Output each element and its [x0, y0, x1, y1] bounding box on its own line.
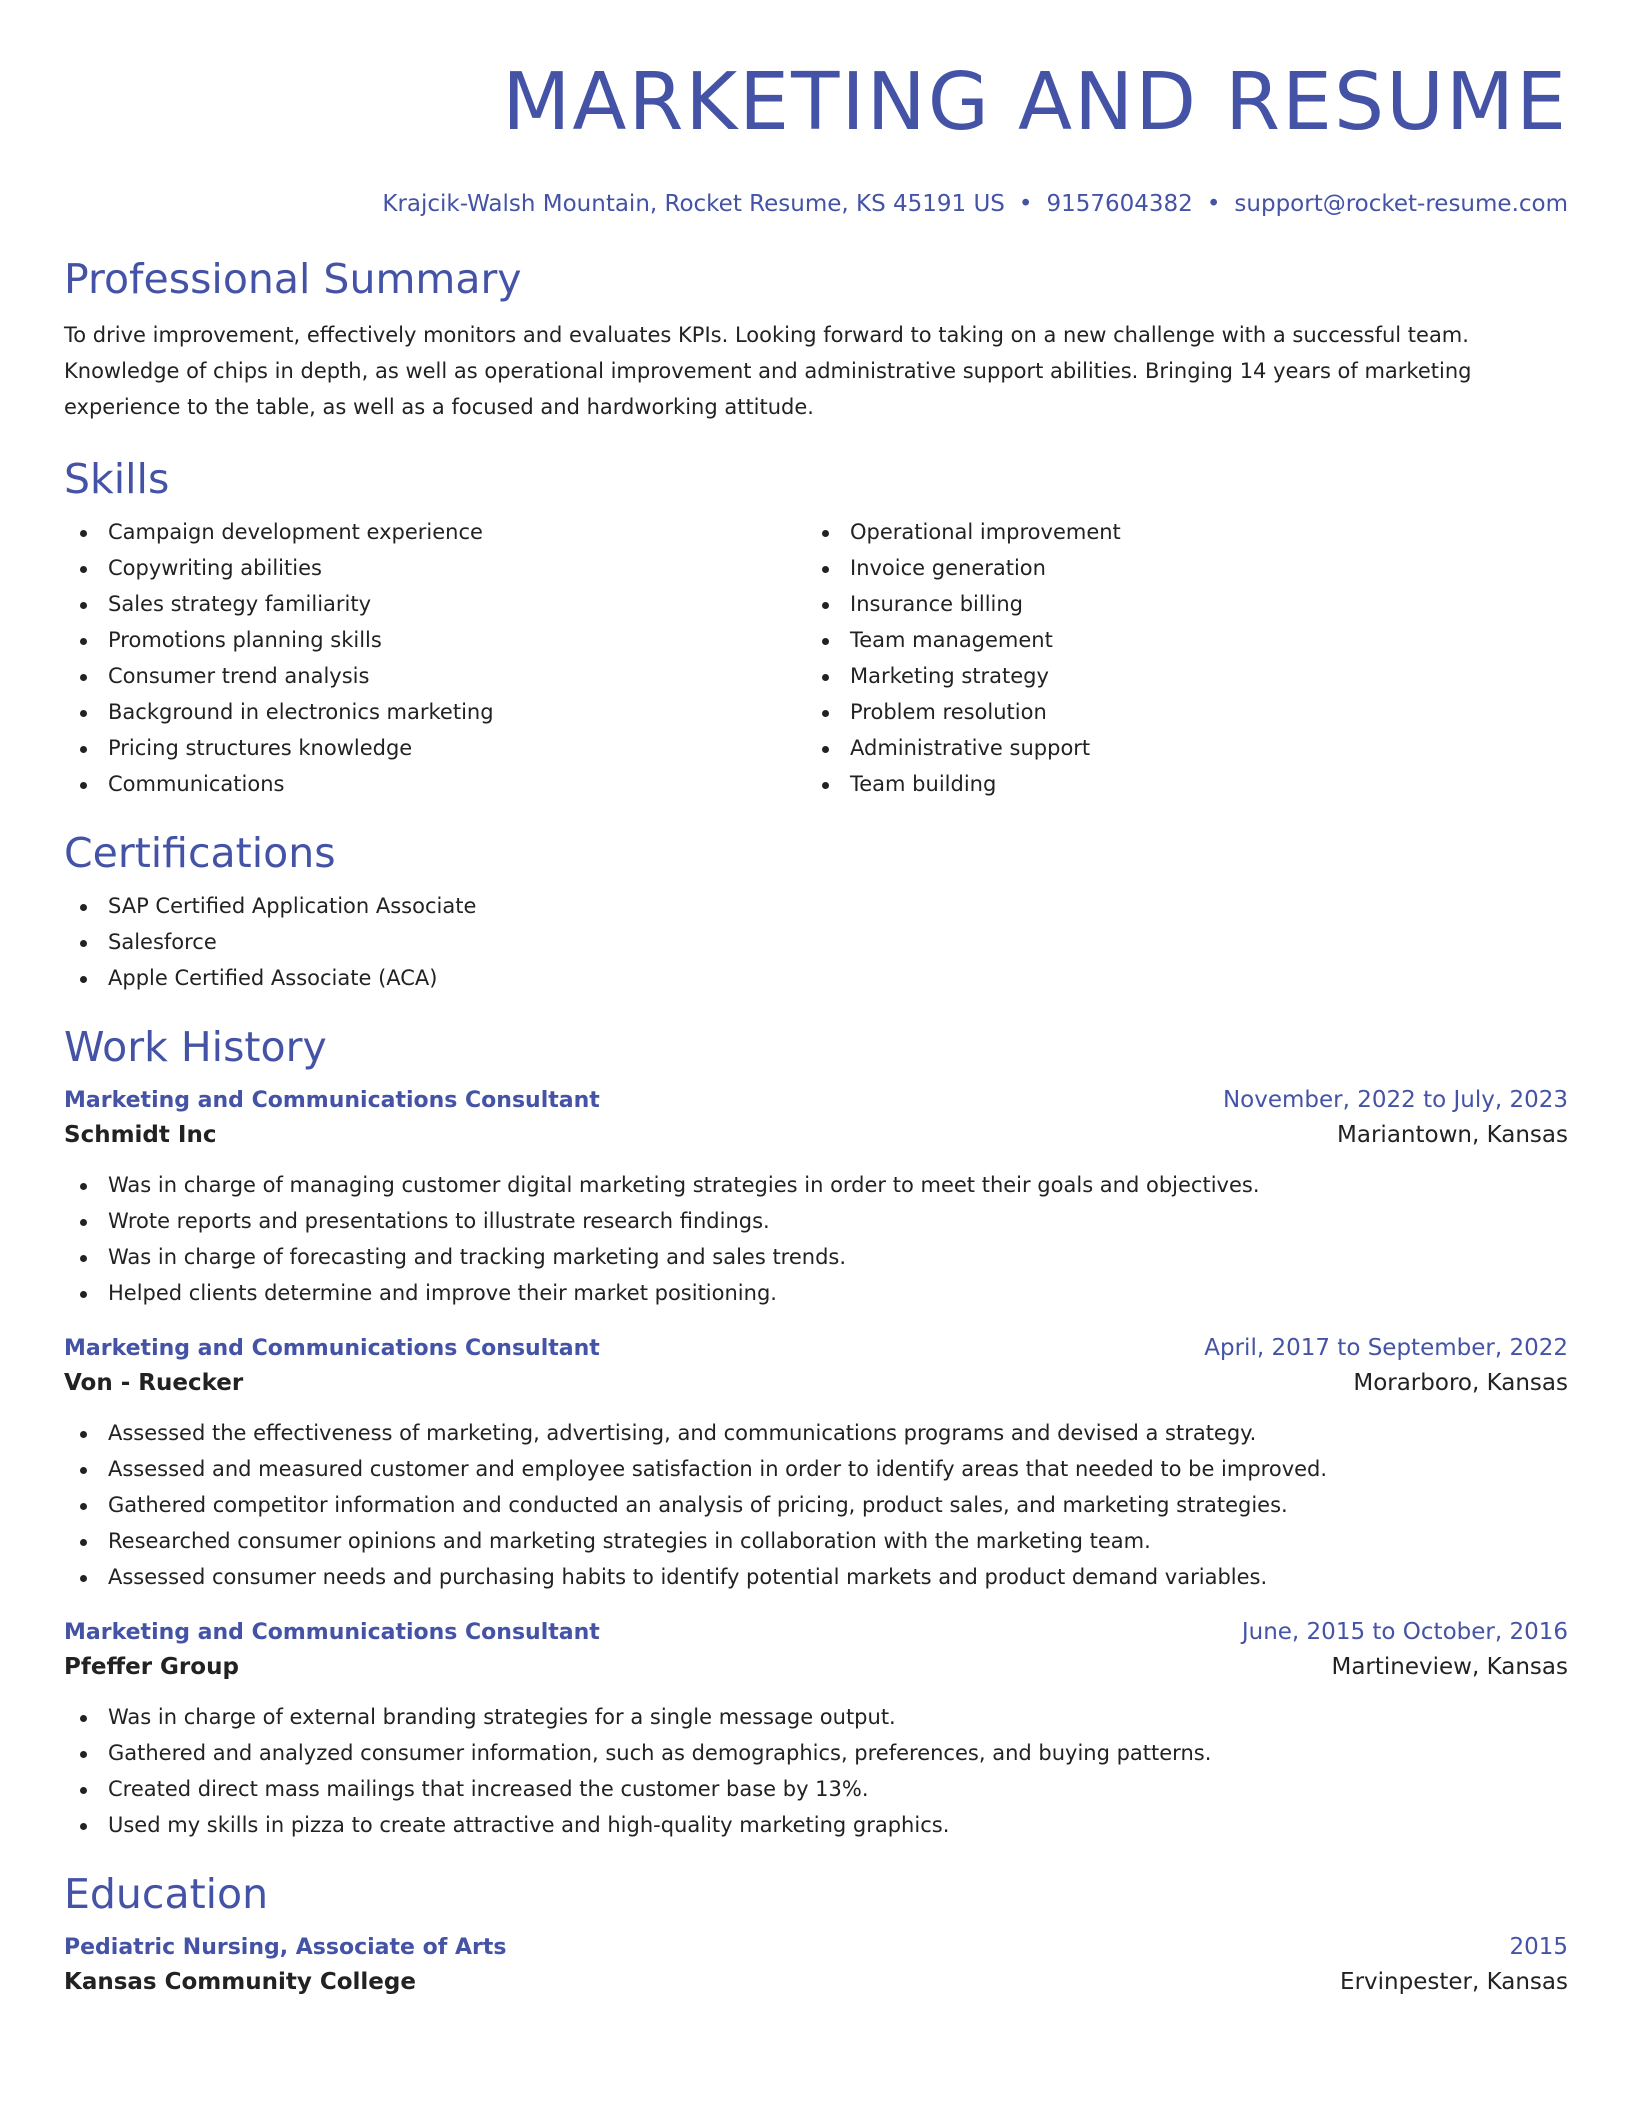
job-dates: November, 2022 to July, 2023 — [1222, 1087, 1568, 1113]
summary-heading: Professional Summary — [64, 255, 522, 303]
summary-line: To drive improvement, effectively monitors and evaluates KPIs. Looking forward to taking on a new challenge with a successful team. — [64, 323, 1469, 347]
contact-line — [64, 190, 1568, 218]
skill-item: Team management — [806, 622, 1548, 658]
company-name: Schmidt Inc — [64, 1122, 217, 1148]
certification-item: SAP Certified Application Associate — [64, 888, 1568, 924]
job-bullet: Was in charge of external branding strategies for a single message output. — [64, 1699, 1568, 1735]
job-bullet: Helped clients determine and improve their market positioning. — [64, 1275, 1568, 1311]
job-bullet: Was in charge of forecasting and tracking marketing and sales trends. — [64, 1239, 1568, 1275]
job-bullets — [64, 1415, 1568, 1595]
job-company-row — [64, 1649, 1568, 1685]
job-location: Martineview, Kansas — [1331, 1654, 1568, 1680]
job-title: Marketing and Communications Consultant — [64, 1620, 600, 1645]
education-entry — [64, 1931, 1568, 2000]
job-entry — [64, 1616, 1568, 1843]
skills-heading: Skills — [64, 455, 170, 503]
summary-text — [64, 317, 1568, 425]
job-bullets — [64, 1699, 1568, 1843]
skill-item: Background in electronics marketing — [64, 694, 806, 730]
job-bullet: Researched consumer opinions and marketing strategies in collaboration with the marketing team. — [64, 1523, 1568, 1559]
summary-line: Knowledge of chips in depth, as well as operational improvement and administrative support abilities. Bringing 14 years of marketing — [64, 359, 1472, 383]
skill-item: Operational improvement — [806, 514, 1548, 550]
job-entry — [64, 1332, 1568, 1595]
certifications-heading: Certifications — [64, 829, 336, 877]
education-header — [64, 1931, 1568, 1964]
contact-address: Krajcik-Walsh Mountain, Rocket Resume, KS 45191 US — [382, 191, 1005, 217]
job-header — [64, 1332, 1568, 1365]
skills-column-right — [806, 514, 1548, 802]
skill-item: Administrative support — [806, 730, 1548, 766]
education-year: 2015 — [1509, 1934, 1568, 1960]
skill-item: Team building — [806, 766, 1548, 802]
skill-item: Marketing strategy — [806, 658, 1548, 694]
job-company-row — [64, 1117, 1568, 1153]
job-header — [64, 1084, 1568, 1117]
company-name: Von - Ruecker — [64, 1370, 244, 1396]
job-bullet: Wrote reports and presentations to illustrate research findings. — [64, 1203, 1568, 1239]
job-bullet: Assessed the effectiveness of marketing, advertising, and communications programs and devised a strategy. — [64, 1415, 1568, 1451]
skill-item: Problem resolution — [806, 694, 1548, 730]
work-history-heading: Work History — [64, 1023, 327, 1071]
job-bullet: Assessed and measured customer and employee satisfaction in order to identify areas that needed to be improved. — [64, 1451, 1568, 1487]
job-bullet: Created direct mass mailings that increased the customer base by 13%. — [64, 1771, 1568, 1807]
skill-item: Communications — [64, 766, 806, 802]
company-name: Pfeffer Group — [64, 1654, 239, 1680]
job-dates: April, 2017 to September, 2022 — [1204, 1335, 1568, 1361]
job-bullet: Gathered and analyzed consumer information, such as demographics, preferences, and buying patterns. — [64, 1735, 1568, 1771]
certification-item: Salesforce — [64, 924, 1568, 960]
skill-item: Campaign development experience — [64, 514, 806, 550]
contact-email[interactable]: support@rocket-resume.com — [1234, 191, 1568, 217]
skills-list — [64, 514, 1568, 802]
job-dates: June, 2015 to October, 2016 — [1241, 1619, 1568, 1645]
skill-item: Promotions planning skills — [64, 622, 806, 658]
skill-item: Consumer trend analysis — [64, 658, 806, 694]
job-header — [64, 1616, 1568, 1649]
job-bullet: Assessed consumer needs and purchasing habits to identify potential markets and product demand variables. — [64, 1559, 1568, 1595]
contact-separator: • — [1206, 191, 1221, 217]
education-heading: Education — [64, 1870, 269, 1918]
skill-item: Sales strategy familiarity — [64, 586, 806, 622]
resume-name: MARKETING AND RESUME — [502, 56, 1568, 148]
job-bullet: Was in charge of managing customer digital marketing strategies in order to meet their goals and objectives. — [64, 1167, 1568, 1203]
job-bullet: Used my skills in pizza to create attractive and high-quality marketing graphics. — [64, 1807, 1568, 1843]
job-bullets — [64, 1167, 1568, 1311]
contact-separator: • — [1018, 191, 1033, 217]
skill-item: Insurance billing — [806, 586, 1548, 622]
certification-item: Apple Certified Associate (ACA) — [64, 960, 1568, 996]
job-location: Mariantown, Kansas — [1337, 1122, 1568, 1148]
job-title: Marketing and Communications Consultant — [64, 1336, 600, 1361]
school-name: Kansas Community College — [64, 1969, 416, 1995]
skill-item: Copywriting abilities — [64, 550, 806, 586]
skills-column-left — [64, 514, 806, 802]
job-title: Marketing and Communications Consultant — [64, 1088, 600, 1113]
job-location: Morarboro, Kansas — [1353, 1370, 1568, 1396]
job-entry — [64, 1084, 1568, 1311]
school-location: Ervinpester, Kansas — [1340, 1969, 1568, 1995]
degree-title: Pediatric Nursing, Associate of Arts — [64, 1935, 507, 1960]
education-school-row — [64, 1964, 1568, 2000]
summary-line: experience to the table, as well as a focused and hardworking attitude. — [64, 395, 814, 419]
skill-item: Invoice generation — [806, 550, 1548, 586]
job-bullet: Gathered competitor information and conducted an analysis of pricing, product sales, and marketing strategies. — [64, 1487, 1568, 1523]
certifications-list — [64, 888, 1568, 996]
skill-item: Pricing structures knowledge — [64, 730, 806, 766]
job-company-row — [64, 1365, 1568, 1401]
contact-phone[interactable]: 9157604382 — [1046, 191, 1193, 217]
